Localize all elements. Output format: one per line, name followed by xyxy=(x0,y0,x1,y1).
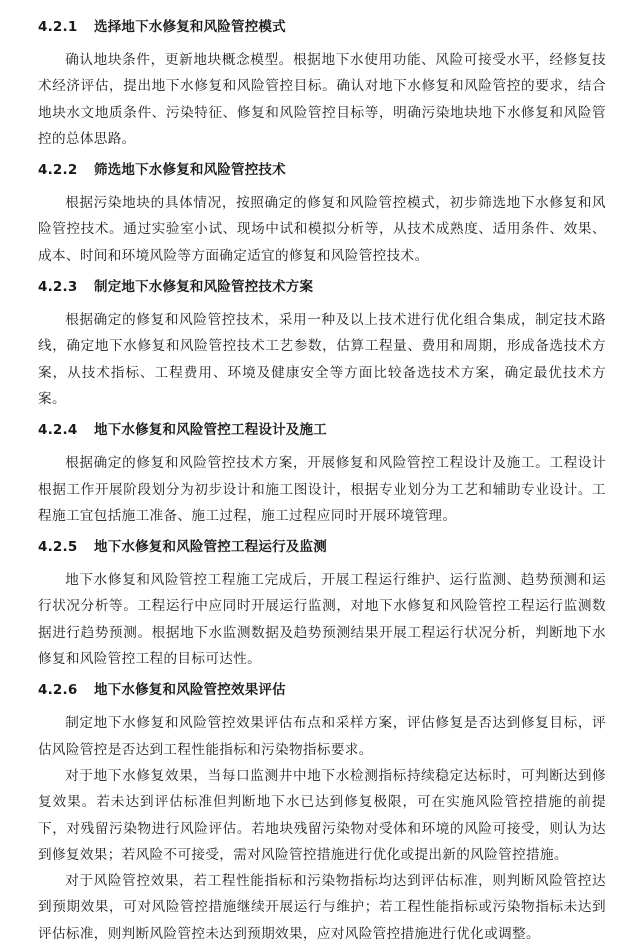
section-title: 选择地下水修复和风险管控模式 xyxy=(94,19,286,35)
paragraph: 地下水修复和风险管控工程施工完成后，开展工程运行维护、运行监测、趋势预测和运行状况分析等。工程运行中应同时开展运行监测，对地下水修复和风险管控工程运行监测数据进行趋势预测。根据地下水监测数据及趋势预测结果开展工程运行状况分析，判断地下水修复和风险管控工程的目标可达性。 xyxy=(38,572,606,668)
paragraph: 根据确定的修复和风险管控技术方案，开展修复和风险管控工程设计及施工。工程设计根据工作开展阶段划分为初步设计和施工图设计，根据专业划分为工艺和辅助专业设计。工程施工宜包括施工准备、施工过程，施工过程应同时开展环境管理。 xyxy=(38,455,606,524)
paragraph: 根据污染地块的具体情况，按照确定的修复和风险管控模式，初步筛选地下水修复和风险管控技术。通过实验室小试、现场中试和模拟分析等，从技术成熟度、适用条件、效果、成本、时间和环境风险等方面确定适宜的修复和风险管控技术。 xyxy=(38,195,606,264)
section-heading xyxy=(38,538,606,556)
paragraph: 根据确定的修复和风险管控技术，采用一种及以上技术进行优化组合集成，制定技术路线，确定地下水修复和风险管控技术工艺参数，估算工程量、费用和周期，形成备选技术方案，从技术指标、工程费用、环境及健康安全等方面比较备选技术方案，确定最优技术方案。 xyxy=(38,312,606,407)
section-heading xyxy=(38,161,606,179)
section-number: 4.2.5 xyxy=(38,539,78,556)
section-heading xyxy=(38,681,606,699)
section-heading xyxy=(38,421,606,439)
section-heading xyxy=(38,278,606,296)
section-title: 制定地下水修复和风险管控技术方案 xyxy=(94,279,314,296)
section-number: 4.2.4 xyxy=(38,422,78,439)
section-title: 地下水修复和风险管控效果评估 xyxy=(94,682,286,699)
section-4-2-2 xyxy=(38,161,606,269)
paragraph: 对于风险管控效果，若工程性能指标和污染物指标均达到评估标准，则判断风险管控达到预期效果，可对风险管控措施继续开展运行与维护；若工程性能指标或污染物指标未达到评估标准，则判断风险管控未达到预期效果，应对风险管控措施进行优化或调整。 xyxy=(38,873,606,942)
section-heading xyxy=(38,18,606,36)
paragraph: 对于地下水修复效果，当每口监测井中地下水检测指标持续稳定达标时，可判断达到修复效果。若未达到评估标准但判断地下水已达到修复极限，可在实施风险管控措施的前提下，对残留污染物进行风险评估。若地块残留污染物对受体和环境的风险可接受，则认为达到修复效果；若风险不可接受，需对风险管控措施进行优化或提出新的风险管控措施。 xyxy=(38,767,606,863)
section-4-2-6 xyxy=(38,681,606,947)
paragraph: 制定地下水修复和风险管控效果评估布点和采样方案，评估修复是否达到修复目标，评估风险管控是否达到工程性能指标和污染物指标要求。 xyxy=(38,715,606,758)
section-4-2-4 xyxy=(38,421,606,529)
paragraph: 确认地块条件，更新地块概念模型。根据地下水使用功能、风险可接受水平，经修复技术经济评估，提出地下水修复和风险管控目标。确认对地下水修复和风险管控的要求，结合地块水文地质条件、污染特征、修复和风险管控目标等，明确污染地块地下水修复和风险管控的总体思路。 xyxy=(38,52,606,147)
section-title: 地下水修复和风险管控工程设计及施工 xyxy=(94,422,327,439)
section-title: 筛选地下水修复和风险管控技术 xyxy=(94,162,286,179)
section-4-2-3 xyxy=(38,278,606,412)
section-4-2-5 xyxy=(38,538,606,672)
section-title: 地下水修复和风险管控工程运行及监测 xyxy=(94,539,327,556)
section-number: 4.2.1 xyxy=(38,19,78,35)
section-number: 4.2.6 xyxy=(38,682,78,699)
section-4-2-1 xyxy=(38,18,606,152)
section-number: 4.2.3 xyxy=(38,279,78,296)
section-number: 4.2.2 xyxy=(38,162,78,179)
